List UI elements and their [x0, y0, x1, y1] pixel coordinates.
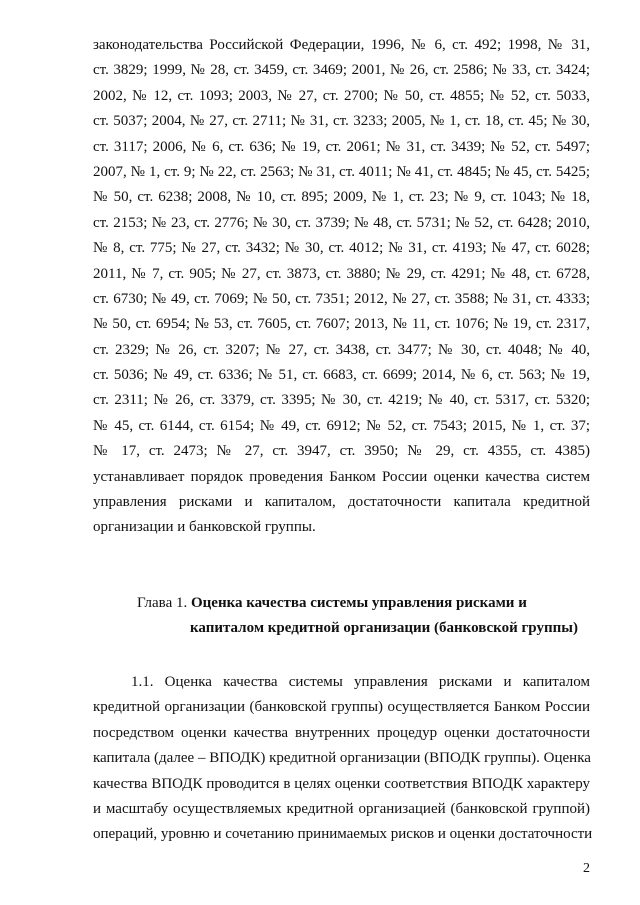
intro-line: ст. 2153; № 23, ст. 2776; № 30, ст. 3739; № 48, ст. 5731; № 52, ст. 6428; 2010,	[93, 214, 590, 231]
intro-paragraph	[93, 33, 590, 541]
section-1-1-paragraph	[93, 670, 593, 848]
intro-line: устанавливает порядок проведения Банком России оценки качества систем	[93, 468, 590, 485]
section-line: операций, уровню и сочетанию принимаемых рисков и оценки достаточности	[93, 826, 593, 843]
chapter-heading-line-1	[0, 591, 640, 616]
section-line: и масштабу осуществляемых кредитной организацией (банковской группой)	[93, 800, 590, 817]
intro-line: № 17, ст. 2473; № 27, ст. 3947, ст. 3950; № 29, ст. 4355, ст. 4385)	[93, 443, 590, 460]
intro-line: № 50, ст. 6238; 2008, № 10, ст. 895; 2009, № 1, ст. 23; № 9, ст. 1043; № 18,	[93, 189, 590, 206]
intro-line: 2002, № 12, ст. 1093; 2003, № 27, ст. 2700; № 50, ст. 4855; № 52, ст. 5033,	[93, 87, 590, 104]
intro-line: № 50, ст. 6954; № 53, ст. 7605, ст. 7607; 2013, № 11, ст. 1076; № 19, ст. 2317,	[93, 316, 590, 333]
intro-line: ст. 2329; № 26, ст. 3207; № 27, ст. 3438, ст. 3477; № 30, ст. 4048; № 40,	[93, 341, 590, 358]
intro-line: управления рисками и капиталом, достаточности капитала кредитной	[93, 494, 590, 511]
section-line: 1.1. Оценка качества системы управления рисками и капиталом	[131, 674, 590, 690]
intro-line: ст. 5036; № 49, ст. 6336; № 51, ст. 6683, ст. 6699; 2014, № 6, ст. 563; № 19,	[93, 367, 590, 384]
chapter-title-part-2: капиталом кредитной организации (банковской группы)	[190, 620, 578, 637]
section-line: посредством оценки качества внутренних процедур оценки достаточности	[93, 724, 590, 741]
section-line: капитала (далее – ВПОДК) кредитной организации (ВПОДК группы). Оценка	[93, 750, 591, 767]
intro-line: 2011, № 7, ст. 905; № 27, ст. 3873, ст. 3880; № 29, ст. 4291; № 48, ст. 6728,	[93, 265, 590, 282]
chapter-heading	[0, 591, 640, 642]
intro-line: ст. 5037; 2004, № 27, ст. 2711; № 31, ст. 3233; 2005, № 1, ст. 18, ст. 45; № 30,	[93, 113, 590, 130]
section-line: качества ВПОДК проводится в целях оценки соответствия ВПОДК характеру	[93, 775, 590, 792]
intro-line: ст. 6730; № 49, ст. 7069; № 50, ст. 7351; 2012, № 27, ст. 3588; № 31, ст. 4333;	[93, 290, 590, 307]
chapter-title-part-1: Оценка качества системы управления рисками и	[190, 595, 527, 611]
intro-line: ст. 2311; № 26, ст. 3379, ст. 3395; № 30, ст. 4219; № 40, ст. 5317, ст. 5320;	[93, 392, 590, 409]
intro-line: 2007, № 1, ст. 9; № 22, ст. 2563; № 31, ст. 4011; № 41, ст. 4845; № 45, ст. 5425;	[93, 163, 590, 180]
intro-line: законодательства Российской Федерации, 1996, № 6, ст. 492; 1998, № 31,	[93, 37, 590, 53]
intro-line: № 8, ст. 775; № 27, ст. 3432; № 30, ст. 4012; № 31, ст. 4193; № 47, ст. 6028;	[93, 240, 590, 257]
chapter-heading-line-2	[0, 616, 640, 641]
section-line: кредитной организации (банковской группы) осуществляется Банком России	[93, 699, 590, 716]
intro-line: ст. 3117; 2006, № 6, ст. 636; № 19, ст. 2061; № 31, ст. 3439; № 52, ст. 5497;	[93, 138, 590, 155]
intro-line: организации и банковской группы.	[93, 519, 316, 536]
intro-line: ст. 3829; 1999, № 28, ст. 3459, ст. 3469; 2001, № 26, ст. 2586; № 33, ст. 3424;	[93, 62, 590, 79]
page-number: 2	[583, 861, 590, 876]
intro-line: № 45, ст. 6144, ст. 6154; № 49, ст. 6912; № 52, ст. 7543; 2015, № 1, ст. 37;	[93, 417, 590, 434]
chapter-label: Глава 1.	[137, 595, 188, 611]
